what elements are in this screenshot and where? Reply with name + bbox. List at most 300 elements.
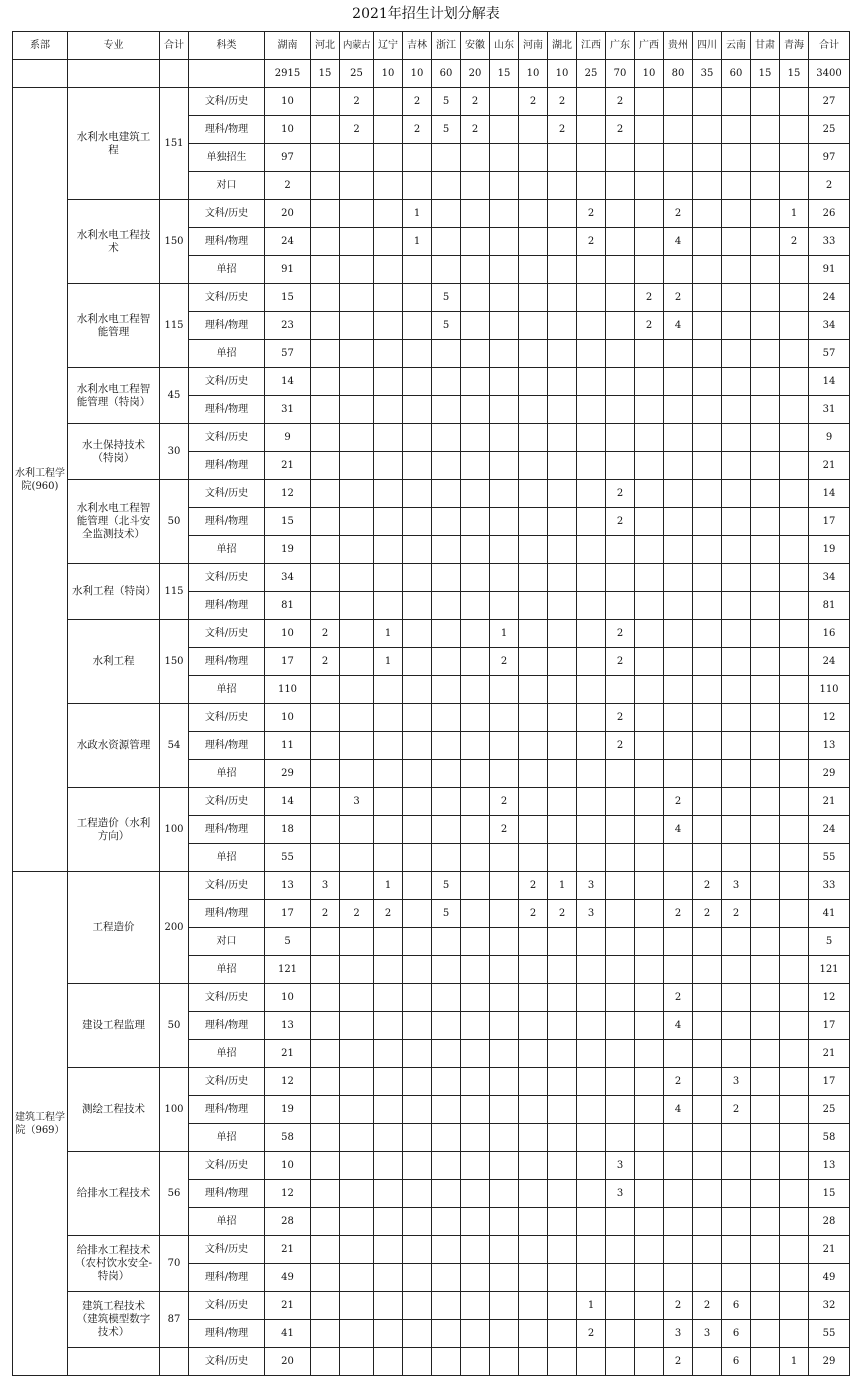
- value-cell: [311, 928, 340, 956]
- value-cell: [374, 1292, 403, 1320]
- value-cell: [340, 816, 374, 844]
- row-total-cell: 49: [809, 1264, 850, 1292]
- value-cell: [751, 172, 780, 200]
- value-cell: [432, 648, 461, 676]
- value-cell: [722, 284, 751, 312]
- value-cell: [490, 508, 519, 536]
- value-cell: [606, 424, 635, 452]
- value-cell: [403, 452, 432, 480]
- value-cell: [432, 172, 461, 200]
- table-row: [13, 788, 850, 816]
- value-cell: 3: [722, 872, 751, 900]
- table-row: [13, 88, 850, 116]
- major-total-cell: [160, 1348, 189, 1376]
- value-cell: [403, 508, 432, 536]
- category-cell: 单招: [189, 1040, 265, 1068]
- value-cell: [340, 508, 374, 536]
- value-cell: [722, 1236, 751, 1264]
- value-cell: [461, 368, 490, 396]
- value-cell: [519, 956, 548, 984]
- value-cell: [519, 1348, 548, 1376]
- value-cell: [490, 1124, 519, 1152]
- value-cell: [635, 256, 664, 284]
- value-cell: 17: [265, 648, 311, 676]
- value-cell: [432, 928, 461, 956]
- value-cell: 2: [722, 1096, 751, 1124]
- value-cell: [374, 452, 403, 480]
- category-cell: 单独招生: [189, 144, 265, 172]
- value-cell: [461, 1320, 490, 1348]
- value-cell: 21: [265, 1040, 311, 1068]
- value-cell: [664, 620, 693, 648]
- value-cell: [693, 1208, 722, 1236]
- value-cell: [722, 592, 751, 620]
- value-cell: [461, 200, 490, 228]
- value-cell: 2: [606, 88, 635, 116]
- value-cell: [780, 984, 809, 1012]
- value-cell: [340, 592, 374, 620]
- value-cell: [635, 676, 664, 704]
- value-cell: [780, 340, 809, 368]
- value-cell: [374, 592, 403, 620]
- value-cell: [432, 200, 461, 228]
- row-total-cell: 26: [809, 200, 850, 228]
- value-cell: 15: [265, 284, 311, 312]
- row-total-cell: 29: [809, 760, 850, 788]
- value-cell: [664, 1264, 693, 1292]
- column-header: 广东: [606, 32, 635, 60]
- value-cell: [548, 368, 577, 396]
- value-cell: [374, 172, 403, 200]
- value-cell: 21: [265, 1236, 311, 1264]
- value-cell: [340, 648, 374, 676]
- quota-cell: [13, 60, 68, 88]
- value-cell: 19: [265, 1096, 311, 1124]
- value-cell: [374, 228, 403, 256]
- value-cell: [780, 648, 809, 676]
- value-cell: [635, 732, 664, 760]
- value-cell: [519, 144, 548, 172]
- value-cell: [461, 480, 490, 508]
- value-cell: [751, 1068, 780, 1096]
- value-cell: 2: [461, 88, 490, 116]
- value-cell: [722, 788, 751, 816]
- value-cell: [340, 368, 374, 396]
- value-cell: [635, 88, 664, 116]
- value-cell: [780, 760, 809, 788]
- row-total-cell: 9: [809, 424, 850, 452]
- value-cell: [577, 340, 606, 368]
- value-cell: 2: [519, 872, 548, 900]
- value-cell: 19: [265, 536, 311, 564]
- value-cell: [340, 928, 374, 956]
- value-cell: [635, 844, 664, 872]
- value-cell: [340, 1040, 374, 1068]
- value-cell: [664, 732, 693, 760]
- category-cell: 理科/物理: [189, 732, 265, 760]
- value-cell: [461, 1152, 490, 1180]
- value-cell: [780, 704, 809, 732]
- value-cell: [403, 256, 432, 284]
- value-cell: [490, 312, 519, 340]
- value-cell: [664, 424, 693, 452]
- value-cell: [461, 760, 490, 788]
- quota-cell: [68, 60, 160, 88]
- row-total-cell: 33: [809, 228, 850, 256]
- value-cell: 6: [722, 1320, 751, 1348]
- row-total-cell: 28: [809, 1208, 850, 1236]
- value-cell: [490, 844, 519, 872]
- value-cell: [403, 1180, 432, 1208]
- value-cell: [780, 116, 809, 144]
- value-cell: 10: [265, 88, 311, 116]
- value-cell: [751, 704, 780, 732]
- value-cell: 2: [577, 200, 606, 228]
- value-cell: [374, 256, 403, 284]
- quota-cell: 70: [606, 60, 635, 88]
- value-cell: [780, 1012, 809, 1040]
- table-body: [13, 32, 850, 1376]
- value-cell: [664, 88, 693, 116]
- value-cell: [340, 200, 374, 228]
- value-cell: [519, 256, 548, 284]
- value-cell: [461, 228, 490, 256]
- value-cell: 20: [265, 1348, 311, 1376]
- category-cell: 文科/历史: [189, 480, 265, 508]
- quota-cell: [189, 60, 265, 88]
- value-cell: [340, 872, 374, 900]
- value-cell: 1: [403, 200, 432, 228]
- value-cell: [432, 1348, 461, 1376]
- value-cell: [722, 732, 751, 760]
- value-cell: [693, 116, 722, 144]
- value-cell: [577, 144, 606, 172]
- table-row: [13, 284, 850, 312]
- value-cell: [432, 452, 461, 480]
- value-cell: 2: [548, 116, 577, 144]
- value-cell: [403, 536, 432, 564]
- value-cell: [548, 1348, 577, 1376]
- major-name-cell: 水利水电工程技术: [68, 200, 160, 284]
- major-name-cell: 水利工程: [68, 620, 160, 704]
- value-cell: [311, 256, 340, 284]
- value-cell: [548, 1040, 577, 1068]
- category-cell: 单招: [189, 1208, 265, 1236]
- value-cell: [374, 788, 403, 816]
- value-cell: [664, 396, 693, 424]
- value-cell: [403, 1096, 432, 1124]
- value-cell: [374, 844, 403, 872]
- value-cell: 9: [265, 424, 311, 452]
- value-cell: [548, 452, 577, 480]
- value-cell: [693, 1096, 722, 1124]
- value-cell: [722, 1264, 751, 1292]
- value-cell: [432, 1208, 461, 1236]
- value-cell: [432, 956, 461, 984]
- value-cell: [461, 1180, 490, 1208]
- value-cell: 1: [490, 620, 519, 648]
- value-cell: [403, 648, 432, 676]
- value-cell: [403, 676, 432, 704]
- value-cell: 2: [635, 312, 664, 340]
- value-cell: [519, 928, 548, 956]
- value-cell: [432, 396, 461, 424]
- row-total-cell: 13: [809, 1152, 850, 1180]
- value-cell: [374, 928, 403, 956]
- value-cell: [461, 536, 490, 564]
- value-cell: [780, 508, 809, 536]
- value-cell: [461, 928, 490, 956]
- value-cell: [722, 1124, 751, 1152]
- value-cell: 5: [432, 88, 461, 116]
- value-cell: [664, 1236, 693, 1264]
- value-cell: 2: [664, 900, 693, 928]
- value-cell: [780, 844, 809, 872]
- value-cell: 3: [693, 1320, 722, 1348]
- major-total-cell: 100: [160, 788, 189, 872]
- category-cell: 文科/历史: [189, 564, 265, 592]
- category-cell: 文科/历史: [189, 88, 265, 116]
- value-cell: [577, 1236, 606, 1264]
- value-cell: [780, 452, 809, 480]
- value-cell: 49: [265, 1264, 311, 1292]
- value-cell: [432, 536, 461, 564]
- row-total-cell: 91: [809, 256, 850, 284]
- value-cell: [780, 1096, 809, 1124]
- major-name-cell: 水利水电工程智能管理（特岗）: [68, 368, 160, 424]
- value-cell: [664, 172, 693, 200]
- column-header: 安徽: [461, 32, 490, 60]
- value-cell: [577, 396, 606, 424]
- value-cell: [577, 844, 606, 872]
- value-cell: [432, 1152, 461, 1180]
- row-total-cell: 31: [809, 396, 850, 424]
- value-cell: [606, 592, 635, 620]
- row-total-cell: 15: [809, 1180, 850, 1208]
- quota-cell: 20: [461, 60, 490, 88]
- row-total-cell: 24: [809, 816, 850, 844]
- row-total-cell: 29: [809, 1348, 850, 1376]
- value-cell: [635, 1264, 664, 1292]
- value-cell: [548, 200, 577, 228]
- value-cell: [548, 732, 577, 760]
- value-cell: [374, 284, 403, 312]
- value-cell: 2: [606, 480, 635, 508]
- value-cell: [664, 536, 693, 564]
- value-cell: [577, 928, 606, 956]
- value-cell: 10: [265, 1152, 311, 1180]
- value-cell: [311, 676, 340, 704]
- value-cell: [519, 1292, 548, 1320]
- value-cell: [490, 1208, 519, 1236]
- value-cell: 5: [432, 312, 461, 340]
- value-cell: [606, 1012, 635, 1040]
- quota-cell: [160, 60, 189, 88]
- value-cell: [577, 368, 606, 396]
- value-cell: 2: [664, 1292, 693, 1320]
- category-cell: 理科/物理: [189, 648, 265, 676]
- value-cell: 91: [265, 256, 311, 284]
- column-header: 合计: [160, 32, 189, 60]
- table-row: [13, 1068, 850, 1096]
- category-cell: 理科/物理: [189, 1320, 265, 1348]
- table-row: [13, 704, 850, 732]
- value-cell: [403, 872, 432, 900]
- value-cell: [432, 1040, 461, 1068]
- value-cell: [722, 1180, 751, 1208]
- column-header: 吉林: [403, 32, 432, 60]
- value-cell: [519, 592, 548, 620]
- value-cell: [311, 1180, 340, 1208]
- value-cell: [432, 620, 461, 648]
- value-cell: [311, 116, 340, 144]
- value-cell: [340, 704, 374, 732]
- major-total-cell: 151: [160, 88, 189, 200]
- table-row: [13, 984, 850, 1012]
- quota-cell: 80: [664, 60, 693, 88]
- value-cell: [606, 200, 635, 228]
- value-cell: [490, 1292, 519, 1320]
- value-cell: [751, 1040, 780, 1068]
- row-total-cell: 55: [809, 1320, 850, 1348]
- value-cell: [722, 676, 751, 704]
- value-cell: [577, 536, 606, 564]
- column-header: 甘肃: [751, 32, 780, 60]
- value-cell: [519, 116, 548, 144]
- category-cell: 理科/物理: [189, 396, 265, 424]
- value-cell: [722, 340, 751, 368]
- value-cell: [432, 368, 461, 396]
- value-cell: [340, 1012, 374, 1040]
- quota-cell: 10: [403, 60, 432, 88]
- value-cell: 2: [693, 900, 722, 928]
- value-cell: [693, 144, 722, 172]
- value-cell: [751, 956, 780, 984]
- column-header: 江西: [577, 32, 606, 60]
- value-cell: [340, 1292, 374, 1320]
- value-cell: [635, 1292, 664, 1320]
- value-cell: [548, 676, 577, 704]
- value-cell: 3: [577, 872, 606, 900]
- value-cell: [403, 172, 432, 200]
- value-cell: 2: [340, 88, 374, 116]
- value-cell: [461, 788, 490, 816]
- value-cell: 31: [265, 396, 311, 424]
- value-cell: [432, 788, 461, 816]
- value-cell: 1: [374, 620, 403, 648]
- value-cell: [664, 480, 693, 508]
- value-cell: [780, 592, 809, 620]
- value-cell: [461, 312, 490, 340]
- value-cell: [519, 1124, 548, 1152]
- quota-cell: 3400: [809, 60, 850, 88]
- value-cell: [374, 200, 403, 228]
- value-cell: [606, 676, 635, 704]
- major-total-cell: 115: [160, 284, 189, 368]
- value-cell: 18: [265, 816, 311, 844]
- row-total-cell: 5: [809, 928, 850, 956]
- value-cell: 1: [403, 228, 432, 256]
- value-cell: [635, 1124, 664, 1152]
- value-cell: [490, 536, 519, 564]
- value-cell: [664, 844, 693, 872]
- row-total-cell: 27: [809, 88, 850, 116]
- value-cell: 55: [265, 844, 311, 872]
- value-cell: [461, 592, 490, 620]
- row-total-cell: 14: [809, 480, 850, 508]
- value-cell: [577, 1152, 606, 1180]
- value-cell: [693, 284, 722, 312]
- value-cell: [519, 1068, 548, 1096]
- value-cell: [374, 1040, 403, 1068]
- category-cell: 理科/物理: [189, 900, 265, 928]
- value-cell: [490, 172, 519, 200]
- row-total-cell: 19: [809, 536, 850, 564]
- value-cell: [751, 284, 780, 312]
- value-cell: [311, 340, 340, 368]
- major-total-cell: 200: [160, 872, 189, 984]
- value-cell: [635, 872, 664, 900]
- value-cell: [577, 452, 606, 480]
- value-cell: [340, 256, 374, 284]
- value-cell: 2: [490, 816, 519, 844]
- value-cell: [693, 88, 722, 116]
- value-cell: [693, 984, 722, 1012]
- value-cell: 5: [432, 900, 461, 928]
- column-header: 四川: [693, 32, 722, 60]
- value-cell: [374, 956, 403, 984]
- value-cell: [340, 452, 374, 480]
- value-cell: [432, 1096, 461, 1124]
- value-cell: [432, 1320, 461, 1348]
- value-cell: [722, 144, 751, 172]
- value-cell: [693, 1040, 722, 1068]
- value-cell: [490, 900, 519, 928]
- value-cell: [311, 284, 340, 312]
- value-cell: 2: [577, 1320, 606, 1348]
- column-header: 山东: [490, 32, 519, 60]
- column-header: 系部: [13, 32, 68, 60]
- value-cell: 13: [265, 1012, 311, 1040]
- value-cell: 2: [664, 1068, 693, 1096]
- value-cell: 3: [664, 1320, 693, 1348]
- major-name-cell: [68, 1348, 160, 1376]
- value-cell: [432, 1068, 461, 1096]
- value-cell: 121: [265, 956, 311, 984]
- value-cell: [403, 1292, 432, 1320]
- value-cell: [751, 340, 780, 368]
- value-cell: [780, 900, 809, 928]
- value-cell: [403, 564, 432, 592]
- value-cell: [780, 1264, 809, 1292]
- major-total-cell: 87: [160, 1292, 189, 1348]
- quota-cell: 10: [548, 60, 577, 88]
- value-cell: [577, 88, 606, 116]
- value-cell: [606, 760, 635, 788]
- value-cell: [340, 984, 374, 1012]
- value-cell: [374, 732, 403, 760]
- value-cell: [751, 984, 780, 1012]
- value-cell: 2: [606, 704, 635, 732]
- value-cell: [635, 1096, 664, 1124]
- value-cell: [693, 228, 722, 256]
- value-cell: [548, 1152, 577, 1180]
- value-cell: [722, 312, 751, 340]
- value-cell: [432, 144, 461, 172]
- value-cell: [722, 928, 751, 956]
- value-cell: [722, 844, 751, 872]
- column-header: 云南: [722, 32, 751, 60]
